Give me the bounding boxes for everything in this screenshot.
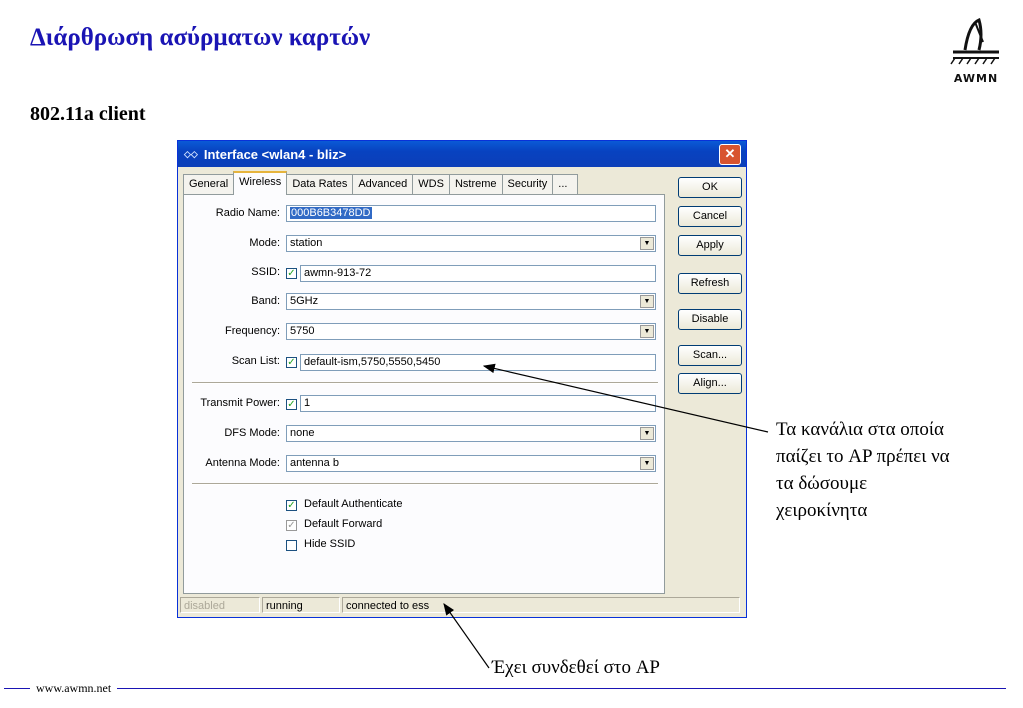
radio-name-value: 000B6B3478DD (291, 207, 371, 219)
tab-data-rates[interactable]: Data Rates (286, 174, 353, 194)
align-button[interactable]: Align... (678, 373, 742, 394)
scan-list-checkbox[interactable]: ✓ (287, 357, 296, 368)
transmit-power-value: 1 (304, 397, 311, 409)
dfs-mode-value: none (290, 427, 315, 439)
ssid-value: awmn-913-72 (304, 267, 372, 279)
transmit-power-checkbox[interactable]: ✓ (287, 399, 296, 410)
scan-button[interactable]: Scan... (678, 345, 742, 366)
tab-more[interactable]: ... (552, 174, 578, 194)
tab-wds[interactable]: WDS (412, 174, 450, 194)
status-connection: connected to ess (342, 597, 740, 613)
footer-url: www.awmn.net (30, 681, 117, 696)
disable-button[interactable]: Disable (678, 309, 742, 330)
slide-subtitle: 802.11a client (30, 103, 146, 125)
arrow-to-status (444, 604, 489, 668)
logo-text: AWMN (953, 72, 999, 85)
tab-security[interactable]: Security (502, 174, 554, 194)
refresh-button[interactable]: Refresh (678, 273, 742, 294)
transmit-power-label: Transmit Power: (200, 397, 280, 409)
mode-value: station (290, 237, 323, 249)
tab-advanced[interactable]: Advanced (352, 174, 413, 194)
chevron-down-icon[interactable]: ▼ (640, 457, 654, 470)
band-value: 5GHz (290, 295, 319, 307)
footer-rule (4, 688, 1006, 689)
status-annotation: Έχει συνδεθεί στο AP (492, 657, 660, 678)
cancel-button[interactable]: Cancel (678, 206, 742, 227)
antenna-mode-label: Antenna Mode: (205, 457, 280, 469)
antenna-mode-value: antenna b (290, 457, 339, 469)
status-running: running (262, 597, 340, 613)
default-authenticate-label: Default Authenticate (304, 498, 403, 510)
mode-label: Mode: (249, 237, 280, 249)
ssid-label: SSID: (251, 266, 280, 278)
default-forward-checkbox[interactable]: ✓ (287, 520, 296, 531)
ssid-checkbox[interactable]: ✓ (287, 268, 296, 279)
interface-icon: ◇◇ (184, 148, 198, 159)
apply-button[interactable]: Apply (678, 235, 742, 256)
annotation-line: χειροκίνητα (776, 500, 868, 521)
ok-button[interactable]: OK (678, 177, 742, 198)
slide-title: Διάρθρωση ασύρματων καρτών (30, 24, 371, 51)
band-label: Band: (251, 295, 280, 307)
scan-list-value: default-ism,5750,5550,5450 (304, 356, 441, 368)
tab-wireless[interactable]: Wireless (233, 171, 287, 195)
chevron-down-icon[interactable]: ▼ (640, 237, 654, 250)
frequency-label: Frequency: (224, 325, 280, 337)
annotation-line: παίζει το AP πρέπει να (776, 446, 950, 467)
close-icon: ✕ (724, 146, 736, 161)
annotation-line: Τα κανάλια στα οποία (776, 419, 944, 440)
annotation-line: τα δώσουμε (776, 473, 868, 494)
chevron-down-icon[interactable]: ▼ (640, 295, 654, 308)
arrow-to-scan-list (484, 366, 768, 432)
hide-ssid-label: Hide SSID (304, 538, 356, 550)
radio-name-label: Radio Name: (215, 207, 280, 219)
chevron-down-icon[interactable]: ▼ (640, 325, 654, 338)
dfs-mode-label: DFS Mode: (224, 427, 280, 439)
tab-nstreme[interactable]: Nstreme (449, 174, 503, 194)
scan-list-label: Scan List: (231, 355, 280, 367)
default-authenticate-checkbox[interactable]: ✓ (287, 500, 296, 511)
tab-general[interactable]: General (183, 174, 234, 194)
window-title: Interface <wlan4 - bliz> (203, 146, 347, 162)
chevron-down-icon[interactable]: ▼ (640, 427, 654, 440)
status-disabled: disabled (180, 597, 260, 613)
default-forward-label: Default Forward (304, 518, 383, 530)
frequency-value: 5750 (290, 325, 315, 337)
